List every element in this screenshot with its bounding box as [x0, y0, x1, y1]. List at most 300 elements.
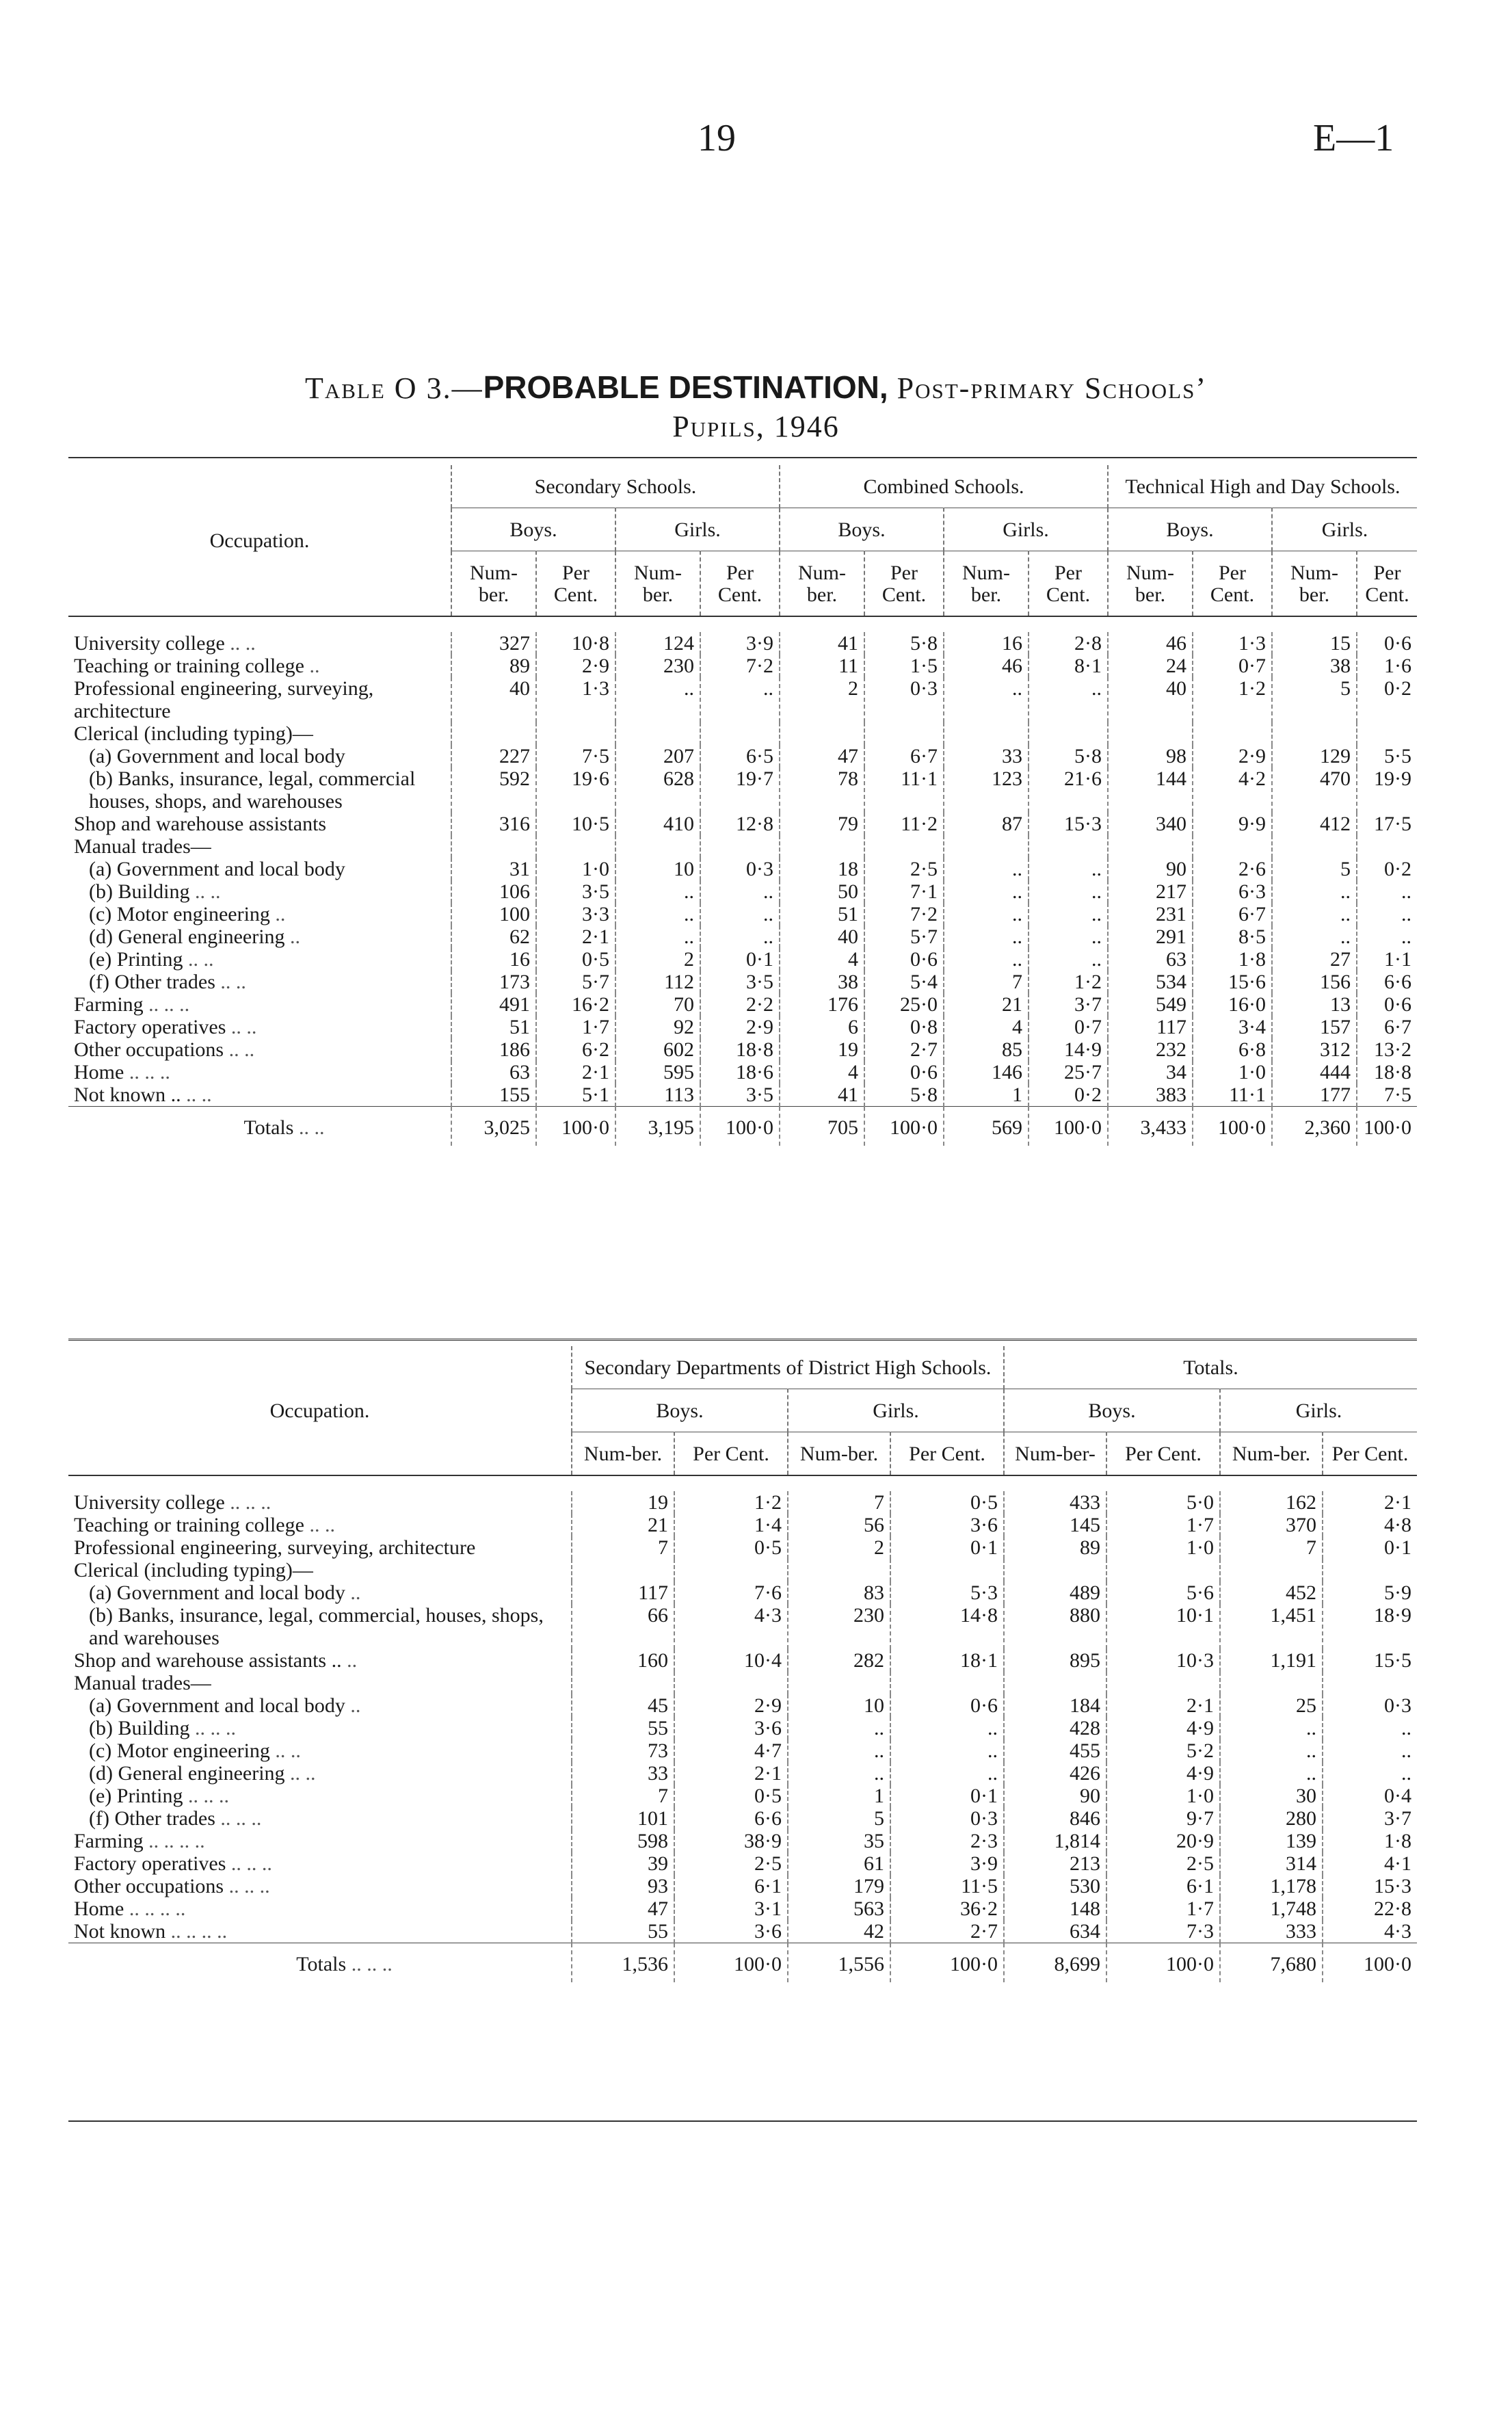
percent-cell: 2·5 [864, 858, 944, 880]
number-cell: 1,178 [1220, 1875, 1323, 1897]
occupation-label: (a) Government and local body [89, 1581, 345, 1604]
percent-cell: 1·7 [1106, 1514, 1220, 1536]
percent-cell: 0·7 [1029, 1016, 1108, 1038]
occupation-cell [68, 1604, 572, 1649]
sex-header: Girls. [1272, 508, 1417, 551]
percent-cell: 0·1 [700, 948, 780, 971]
number-cell: 42 [788, 1920, 890, 1943]
percent-cell: 3·3 [536, 903, 615, 925]
number-cell: 314 [1220, 1852, 1323, 1875]
percent-cell: 1·3 [536, 677, 615, 722]
percent-cell: 6·5 [700, 745, 780, 767]
percent-cell: 3·5 [700, 971, 780, 993]
percent-cell: .. [1357, 903, 1417, 925]
percent-cell [1323, 1559, 1417, 1581]
number-cell: 45 [572, 1694, 674, 1717]
percent-cell: 7·2 [700, 655, 780, 677]
percent-cell: 1·0 [1106, 1785, 1220, 1807]
percent-cell: 1·0 [536, 858, 615, 880]
number-cell: 383 [1108, 1083, 1193, 1107]
number-cell: 16 [451, 948, 536, 971]
percent-cell [1029, 835, 1108, 858]
table-row [68, 993, 1417, 1016]
percent-cell: 1·0 [1106, 1536, 1220, 1559]
percent-cell: 2·1 [536, 925, 615, 948]
number-cell: 4 [944, 1016, 1029, 1038]
number-cell: 30 [1220, 1785, 1323, 1807]
percent-cell: 2·9 [536, 655, 615, 677]
table-row [68, 880, 1417, 903]
table-row [68, 1694, 1417, 1717]
number-cell: 148 [1004, 1897, 1106, 1920]
percent-cell: 9·7 [1106, 1807, 1220, 1830]
percent-cell: 0·6 [1357, 632, 1417, 655]
percent-cell: .. [890, 1762, 1004, 1785]
number-cell [615, 835, 700, 858]
page-number: 19 [698, 117, 736, 159]
percent-cell: 14·8 [890, 1604, 1004, 1649]
table-row [68, 1739, 1417, 1762]
number-cell [1272, 722, 1357, 745]
table-1 [68, 465, 1417, 1146]
number-cell: 35 [788, 1830, 890, 1852]
totals-row [68, 1107, 1417, 1146]
occupation-cell [68, 813, 451, 835]
percent-cell: 0·2 [1357, 677, 1417, 722]
percent-cell: 5·3 [890, 1581, 1004, 1604]
percent-cell: 11·2 [864, 813, 944, 835]
total-number-cell: 3,025 [451, 1107, 536, 1146]
percent-cell: 21·6 [1029, 767, 1108, 813]
percent-cell: 10·4 [674, 1649, 788, 1672]
occupation-label: Professional engineering, surveying, architecture [74, 677, 374, 722]
number-cell: 227 [451, 745, 536, 767]
percent-cell: 0·8 [864, 1016, 944, 1038]
number-cell: .. [944, 858, 1029, 880]
percent-cell: 1·5 [864, 655, 944, 677]
occupation-cell [68, 903, 451, 925]
number-cell: 428 [1004, 1717, 1106, 1739]
number-cell: 412 [1272, 813, 1357, 835]
table-row [68, 1897, 1417, 1920]
number-cell: 139 [1220, 1830, 1323, 1852]
total-number-cell: 3,195 [615, 1107, 700, 1146]
occupation-label: Home [74, 1061, 124, 1083]
occupation-cell [68, 1491, 572, 1514]
percent-cell: 0·6 [1357, 993, 1417, 1016]
number-cell: 230 [615, 655, 700, 677]
occupation-label: (e) Printing [89, 948, 183, 971]
number-cell: 327 [451, 632, 536, 655]
occupation-label: Factory operatives [74, 1852, 226, 1875]
percent-header: Per Cent. [1106, 1432, 1220, 1476]
number-cell: .. [615, 903, 700, 925]
table-row [68, 1920, 1417, 1943]
occupation-cell [68, 655, 451, 677]
table-row [68, 1717, 1417, 1739]
number-cell: 370 [1220, 1514, 1323, 1536]
percent-header: Per Cent. [1193, 551, 1272, 617]
percent-cell: 15·3 [1323, 1875, 1417, 1897]
percent-cell: 1·2 [674, 1491, 788, 1514]
table-row [68, 1083, 1417, 1107]
table-row [68, 655, 1417, 677]
occupation-label: (f) Other trades [89, 971, 215, 993]
total-number-cell: 1,556 [788, 1943, 890, 1983]
number-cell: 78 [780, 767, 864, 813]
number-cell [1220, 1672, 1323, 1694]
number-cell: 179 [788, 1875, 890, 1897]
sex-header: Boys. [572, 1389, 788, 1432]
table-2 [68, 1346, 1417, 1982]
table-row [68, 1016, 1417, 1038]
number-cell: 176 [780, 993, 864, 1016]
percent-cell: 2·7 [890, 1920, 1004, 1943]
leader-dots: .. [341, 1649, 358, 1672]
percent-cell: 7·1 [864, 880, 944, 903]
total-percent-cell: 100·0 [1029, 1107, 1108, 1146]
percent-cell: .. [1029, 925, 1108, 948]
percent-cell: 5·8 [864, 632, 944, 655]
occupation-label: (a) Government and local body [89, 1694, 345, 1717]
percent-cell: 4·3 [1323, 1920, 1417, 1943]
total-number-cell: 569 [944, 1107, 1029, 1146]
number-cell [780, 835, 864, 858]
leader-dots: .. .. .. .. [143, 1830, 205, 1852]
number-cell: 7 [572, 1536, 674, 1559]
number-cell: 50 [780, 880, 864, 903]
number-cell: .. [944, 903, 1029, 925]
number-cell [1108, 835, 1193, 858]
occupation-label: Manual trades— [74, 835, 211, 858]
number-cell: 444 [1272, 1061, 1357, 1083]
occupation-cell [68, 722, 451, 745]
number-cell: 33 [572, 1762, 674, 1785]
number-cell: 101 [572, 1807, 674, 1830]
occupation-label: Farming [74, 993, 144, 1016]
occupation-label: Home [74, 1897, 124, 1920]
percent-cell: .. [1029, 858, 1108, 880]
occupation-label: Shop and warehouse assistants .. [74, 1649, 342, 1672]
percent-cell: 6·1 [674, 1875, 788, 1897]
leader-dots: .. [345, 1694, 361, 1717]
leader-dots: .. .. .. [215, 1807, 262, 1830]
percent-cell: 1·8 [1323, 1830, 1417, 1852]
table-row [68, 971, 1417, 993]
total-number-cell: 1,536 [572, 1943, 674, 1983]
occupation-label: University college [74, 632, 225, 655]
percent-cell: 3·6 [674, 1717, 788, 1739]
total-percent-cell: 100·0 [1106, 1943, 1220, 1983]
percent-cell [1357, 722, 1417, 745]
table-row [68, 722, 1417, 745]
number-cell: 40 [780, 925, 864, 948]
number-header: Num-ber- [1004, 1432, 1106, 1476]
title-suffix: Post-primary Schools’ [888, 371, 1208, 405]
occupation-cell [68, 1897, 572, 1920]
percent-cell: 1·6 [1357, 655, 1417, 677]
percent-cell: .. [700, 925, 780, 948]
percent-cell: 7·2 [864, 903, 944, 925]
percent-cell: 0·6 [890, 1694, 1004, 1717]
number-cell: 11 [780, 655, 864, 677]
mid-rule [68, 1339, 1417, 1341]
number-cell: .. [1220, 1762, 1323, 1785]
number-cell: 92 [615, 1016, 700, 1038]
percent-cell: 3·6 [890, 1514, 1004, 1536]
occupation-cell [68, 993, 451, 1016]
percent-header: Per Cent. [674, 1432, 788, 1476]
occupation-cell [68, 1762, 572, 1785]
percent-cell: 0·2 [1029, 1083, 1108, 1107]
occupation-cell [68, 677, 451, 722]
total-number-cell: 3,433 [1108, 1107, 1193, 1146]
occupation-cell [68, 971, 451, 993]
percent-cell: 0·5 [890, 1491, 1004, 1514]
number-cell: 55 [572, 1717, 674, 1739]
number-cell: 10 [788, 1694, 890, 1717]
leader-dots: .. [345, 1581, 361, 1604]
leader-dots: .. .. [293, 1116, 325, 1139]
leader-dots: .. .. [181, 1083, 212, 1106]
total-percent-cell: 100·0 [864, 1107, 944, 1146]
number-cell [788, 1672, 890, 1694]
percent-cell: 2·8 [1029, 632, 1108, 655]
table-row [68, 858, 1417, 880]
percent-cell: .. [890, 1717, 1004, 1739]
occupation-cell [68, 948, 451, 971]
number-header: Num-ber. [944, 551, 1029, 617]
sex-header: Boys. [780, 508, 944, 551]
percent-cell [890, 1672, 1004, 1694]
number-cell: 124 [615, 632, 700, 655]
occupation-label: Other occupations [74, 1038, 224, 1061]
percent-cell: 5·2 [1106, 1739, 1220, 1762]
table-row [68, 925, 1417, 948]
number-cell: 534 [1108, 971, 1193, 993]
percent-cell: 4·9 [1106, 1762, 1220, 1785]
total-percent-cell: 100·0 [1323, 1943, 1417, 1983]
number-cell: 563 [788, 1897, 890, 1920]
table-row [68, 1672, 1417, 1694]
percent-cell [1323, 1672, 1417, 1694]
number-cell: 628 [615, 767, 700, 813]
group-header: Combined Schools. [780, 465, 1108, 508]
percent-cell: 19·7 [700, 767, 780, 813]
number-cell: 217 [1108, 880, 1193, 903]
leader-dots: .. .. [224, 1038, 255, 1061]
number-header: Num-ber. [788, 1432, 890, 1476]
number-cell: 1,451 [1220, 1604, 1323, 1649]
occupation-cell [68, 1514, 572, 1536]
number-cell: 4 [780, 1061, 864, 1083]
top-rule [68, 457, 1417, 458]
number-cell: 40 [451, 677, 536, 722]
percent-cell: .. [1323, 1717, 1417, 1739]
percent-cell [1357, 835, 1417, 858]
percent-cell [536, 722, 615, 745]
percent-cell: 2·7 [864, 1038, 944, 1061]
percent-cell [1029, 722, 1108, 745]
number-cell: 62 [451, 925, 536, 948]
percent-cell: 1·2 [1029, 971, 1108, 993]
table-row [68, 1514, 1417, 1536]
total-number-cell: 705 [780, 1107, 864, 1146]
percent-cell: .. [700, 677, 780, 722]
number-cell: 291 [1108, 925, 1193, 948]
bottom-rule [68, 2120, 1417, 2122]
occupation-header: Occupation. [68, 1346, 572, 1475]
percent-cell: 3·4 [1193, 1016, 1272, 1038]
number-cell: 1 [788, 1785, 890, 1807]
occupation-label: Manual trades— [74, 1672, 211, 1694]
percent-cell: 11·1 [864, 767, 944, 813]
number-cell: 47 [572, 1897, 674, 1920]
group-header: Totals. [1004, 1346, 1417, 1389]
percent-cell: 20·9 [1106, 1830, 1220, 1852]
occupation-label: Not known [74, 1920, 166, 1943]
table-row [68, 835, 1417, 858]
number-cell: 13 [1272, 993, 1357, 1016]
number-header: Num-ber. [1272, 551, 1357, 617]
percent-cell: 2·2 [700, 993, 780, 1016]
percent-cell: 1·2 [1193, 677, 1272, 722]
leader-dots: .. .. .. .. [165, 1920, 228, 1943]
spacer-row [68, 1475, 1417, 1491]
number-cell [944, 835, 1029, 858]
number-cell: 410 [615, 813, 700, 835]
percent-cell: 0·5 [536, 948, 615, 971]
occupation-label: University college [74, 1491, 225, 1514]
leader-dots: .. .. [215, 971, 246, 993]
percent-cell: .. [700, 880, 780, 903]
percent-cell: 5·5 [1357, 745, 1417, 767]
percent-cell: 0·5 [674, 1536, 788, 1559]
percent-cell [890, 1559, 1004, 1581]
leader-dots: .. .. .. [189, 1717, 236, 1739]
occupation-label: (b) Banks, insurance, legal, commercial houses, shops, and warehouses [89, 767, 416, 813]
occupation-cell [68, 745, 451, 767]
percent-cell: .. [700, 903, 780, 925]
number-cell: 98 [1108, 745, 1193, 767]
number-cell: .. [944, 925, 1029, 948]
percent-header: Per Cent. [1323, 1432, 1417, 1476]
percent-cell: 36·2 [890, 1897, 1004, 1920]
number-cell: 316 [451, 813, 536, 835]
number-cell: 19 [572, 1491, 674, 1514]
percent-cell: 2·1 [536, 1061, 615, 1083]
occupation-cell [68, 1083, 451, 1107]
percent-cell [700, 835, 780, 858]
percent-cell [536, 835, 615, 858]
percent-cell: 5·9 [1323, 1581, 1417, 1604]
leader-dots: .. .. [224, 632, 256, 655]
percent-header: Per Cent. [536, 551, 615, 617]
percent-cell: .. [1357, 880, 1417, 903]
percent-cell: 15·5 [1323, 1649, 1417, 1672]
number-cell: 46 [944, 655, 1029, 677]
occupation-cell [68, 1830, 572, 1852]
number-cell: 184 [1004, 1694, 1106, 1717]
number-cell: 18 [780, 858, 864, 880]
percent-cell: 1·1 [1357, 948, 1417, 971]
number-cell: 55 [572, 1920, 674, 1943]
percent-cell: 14·9 [1029, 1038, 1108, 1061]
number-cell: 489 [1004, 1581, 1106, 1604]
leader-dots: .. [269, 903, 286, 925]
number-cell: 155 [451, 1083, 536, 1107]
number-cell: 530 [1004, 1875, 1106, 1897]
number-cell: 5 [788, 1807, 890, 1830]
percent-cell: 7·5 [536, 745, 615, 767]
percent-cell: .. [1029, 677, 1108, 722]
percent-cell: 17·5 [1357, 813, 1417, 835]
leader-dots: .. .. [269, 1739, 301, 1762]
number-header: Num-ber. [1108, 551, 1193, 617]
number-cell: 846 [1004, 1807, 1106, 1830]
percent-cell: 2·9 [700, 1016, 780, 1038]
totals-label-cell [68, 1943, 572, 1983]
percent-header: Per Cent. [864, 551, 944, 617]
number-cell [1272, 835, 1357, 858]
occupation-cell [68, 925, 451, 948]
number-cell: 93 [572, 1875, 674, 1897]
number-cell: .. [788, 1762, 890, 1785]
number-cell: 6 [780, 1016, 864, 1038]
leader-dots: .. [304, 655, 320, 677]
number-cell [615, 722, 700, 745]
occupation-cell [68, 858, 451, 880]
percent-cell: 11·1 [1193, 1083, 1272, 1107]
occupation-cell [68, 1672, 572, 1694]
percent-cell: .. [1029, 880, 1108, 903]
number-cell: 207 [615, 745, 700, 767]
percent-cell: 8·1 [1029, 655, 1108, 677]
number-cell: 156 [1272, 971, 1357, 993]
percent-cell [674, 1559, 788, 1581]
number-cell: 5 [1272, 677, 1357, 722]
percent-cell: 2·1 [1106, 1694, 1220, 1717]
percent-cell: 7·3 [1106, 1920, 1220, 1943]
number-cell: 549 [1108, 993, 1193, 1016]
number-cell [1108, 722, 1193, 745]
table-row [68, 1875, 1417, 1897]
number-cell: 145 [1004, 1514, 1106, 1536]
percent-cell: 2·1 [1323, 1491, 1417, 1514]
leader-dots: .. .. .. .. [124, 1897, 186, 1920]
occupation-label: (a) Government and local body [89, 858, 345, 880]
number-cell [788, 1559, 890, 1581]
percent-cell: 2·6 [1193, 858, 1272, 880]
number-cell: 25 [1220, 1694, 1323, 1717]
percent-cell: 5·6 [1106, 1581, 1220, 1604]
leader-dots: .. .. .. [183, 1785, 229, 1807]
percent-header: Per Cent. [890, 1432, 1004, 1476]
total-percent-cell: 100·0 [1357, 1107, 1417, 1146]
number-cell: 173 [451, 971, 536, 993]
number-cell: 89 [451, 655, 536, 677]
sex-header: Girls. [615, 508, 780, 551]
percent-cell [700, 722, 780, 745]
number-cell: 598 [572, 1830, 674, 1852]
table-row [68, 1581, 1417, 1604]
percent-cell: 6·3 [1193, 880, 1272, 903]
number-header: Num-ber. [1220, 1432, 1323, 1476]
number-cell: 592 [451, 767, 536, 813]
occupation-label: (d) General engineering [89, 1762, 285, 1785]
occupation-cell [68, 1559, 572, 1581]
leader-dots: .. .. [226, 1016, 257, 1038]
